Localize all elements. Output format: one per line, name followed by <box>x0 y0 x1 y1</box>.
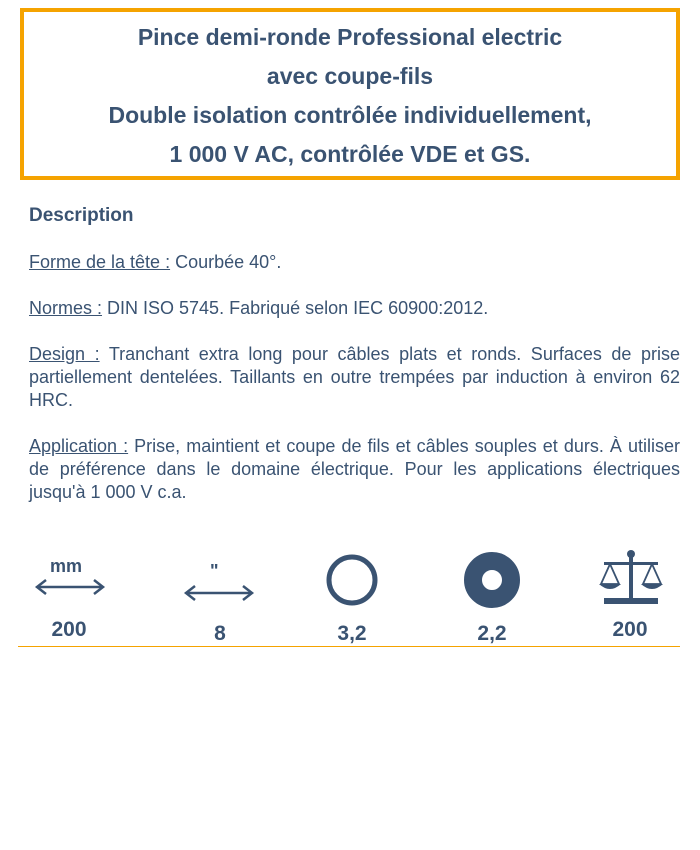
paragraph-design <box>29 343 680 412</box>
length-mm-value: 200 <box>51 618 87 641</box>
forme-label: Forme de la tête : <box>29 252 171 272</box>
title-line-3: Double isolation contrôlée individuellement, <box>108 102 592 128</box>
title-line-1: Pince demi-ronde Professional electric <box>137 24 563 50</box>
title-line-2: avec coupe-fils <box>266 63 434 89</box>
ring-thick-icon <box>463 551 521 609</box>
weight-value: 200 <box>612 618 648 641</box>
ring-thin-icon <box>324 552 380 608</box>
hard-wire-value: 2,2 <box>477 622 507 645</box>
soft-wire-value: 3,2 <box>337 622 367 645</box>
forme-text: Courbée 40°. <box>170 252 282 272</box>
normes-label: Normes : <box>29 298 103 318</box>
title-line-4: 1 000 V AC, contrôlée VDE et GS. <box>169 141 531 167</box>
paragraph-normes <box>29 297 680 320</box>
inch-unit-label: " <box>210 561 219 581</box>
application-text: Prise, maintient et coupe de fils et câbles souples et durs. À utiliser de préférence dans le domaine électrique. Pour les applications électriques jusqu'à 1 000 V c.a. <box>29 436 680 502</box>
length-inch-value: 8 <box>214 622 226 645</box>
paragraph-application <box>29 435 680 504</box>
length-inch-icon <box>183 584 255 602</box>
divider-line <box>18 646 680 647</box>
mm-unit-label: mm <box>50 556 83 576</box>
design-text: Tranchant extra long pour câbles plats et ronds. Surfaces de prise partiellement dentelées. Taillants en outre trempées par induction à environ 62 HRC. <box>29 344 680 410</box>
length-mm-icon <box>34 578 106 596</box>
description-heading: Description <box>29 205 134 226</box>
normes-text: DIN ISO 5745. Fabriqué selon IEC 60900:2012. <box>102 298 489 318</box>
application-label: Application : <box>29 436 129 456</box>
paragraph-forme <box>29 251 680 274</box>
design-label: Design : <box>29 344 100 364</box>
scale-icon <box>598 548 664 606</box>
title-box <box>20 8 680 180</box>
